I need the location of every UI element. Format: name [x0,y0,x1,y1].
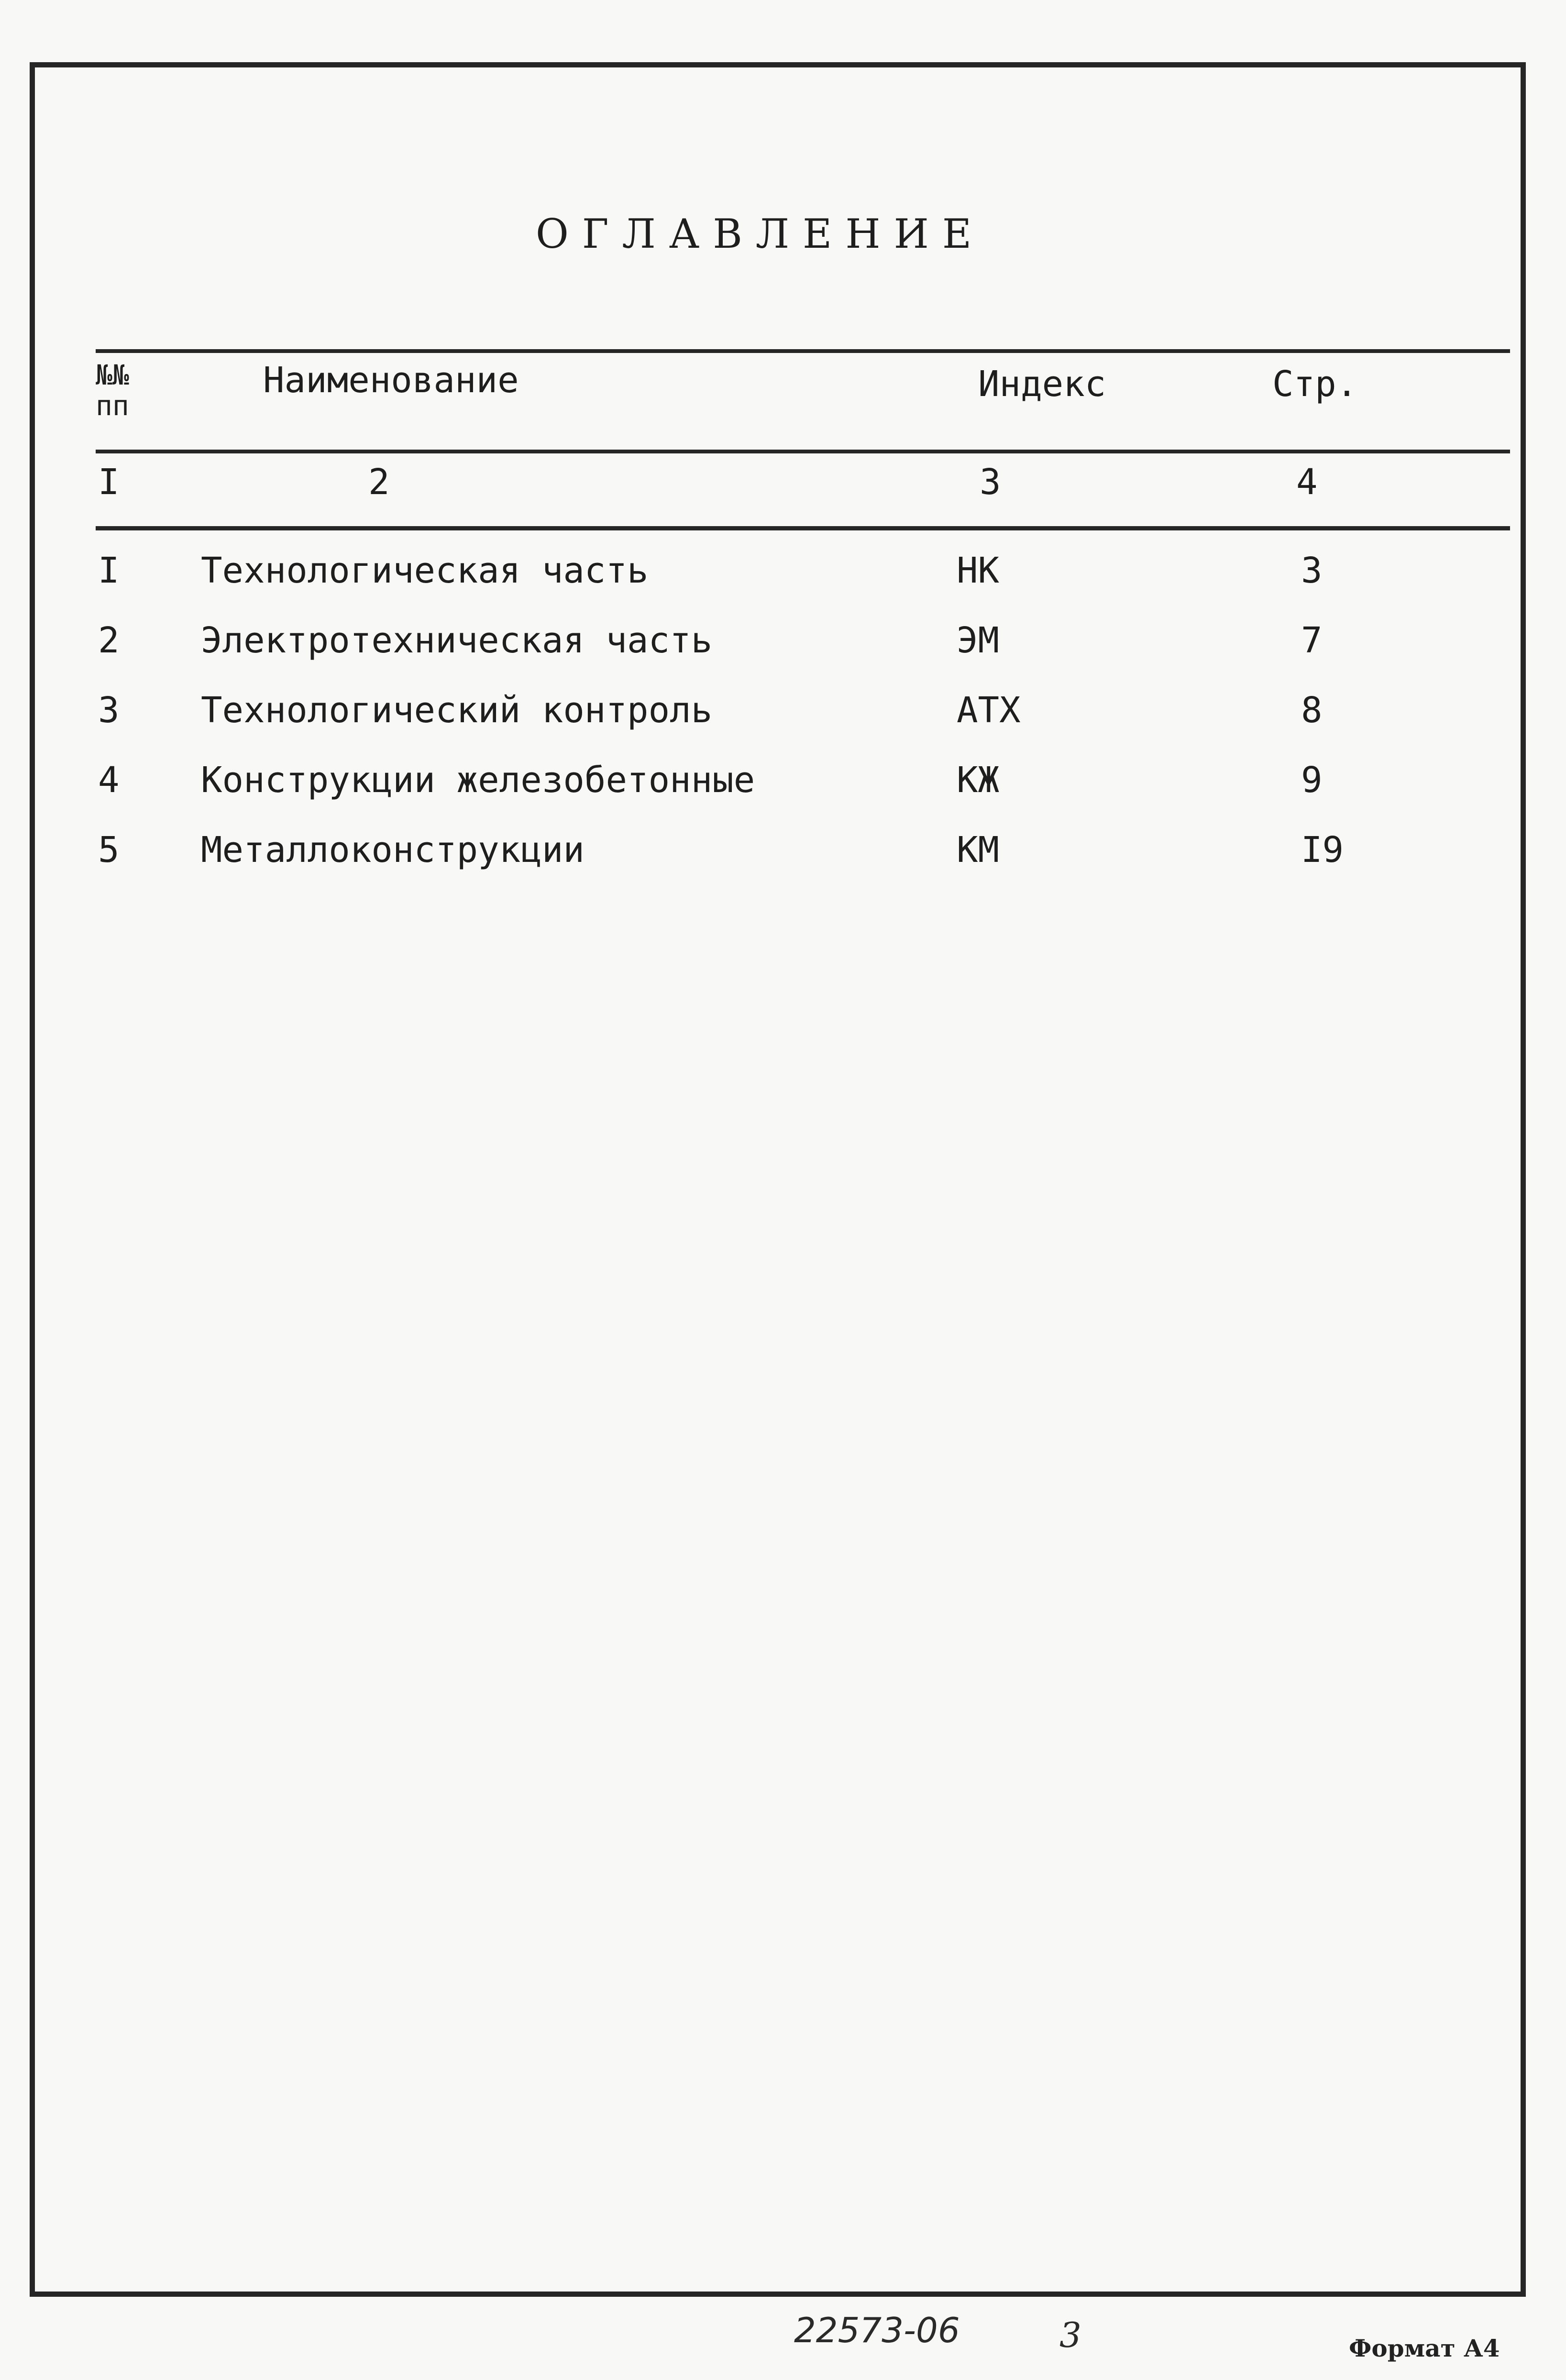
header-number-line1: №№ [96,359,129,391]
page-number: 3 [1059,2315,1081,2355]
header-number-line2: пп [96,389,129,422]
table-row [0,829,1566,896]
row-number: 5 [98,829,120,870]
column-numbers-rule [96,526,1510,530]
column-number-4: 4 [1296,462,1318,503]
row-page: 3 [1301,550,1323,591]
row-page: 7 [1301,620,1323,661]
paper-format-label: Формат А4 [1349,2334,1500,2362]
row-index: ЭМ [957,620,1000,661]
header-name: Наименование [263,360,519,401]
row-page: I9 [1301,829,1344,870]
row-number: 2 [98,620,120,661]
table-top-rule [96,349,1510,353]
header-bottom-rule [96,450,1510,453]
column-number-3: 3 [980,462,1001,503]
row-name: Металлоконструкции [201,829,584,870]
row-name: Технологическая часть [201,550,649,591]
row-number: 3 [98,690,120,731]
row-page: 8 [1301,690,1323,731]
row-index: КМ [957,829,1000,870]
row-name: Электротехническая часть [201,620,713,661]
table-row [0,550,1566,617]
row-page: 9 [1301,760,1323,801]
row-name: Технологический контроль [201,690,713,731]
row-name: Конструкции железобетонные [201,760,755,801]
header-index: Индекс [978,364,1106,405]
row-index: НК [957,550,1000,591]
column-number-2: 2 [368,462,390,503]
header-number [96,360,153,421]
table-row [0,620,1566,687]
header-page: Стр. [1272,364,1358,405]
row-number: I [98,550,120,591]
table-row [0,690,1566,757]
row-index: КЖ [957,760,1000,801]
document-number: 22573-06 [794,2310,960,2350]
table-row [0,760,1566,826]
row-index: АТХ [957,690,1021,731]
column-number-1: I [98,462,120,503]
row-number: 4 [98,760,120,801]
page-title: ОГЛАВЛЕНИЕ [536,210,985,257]
